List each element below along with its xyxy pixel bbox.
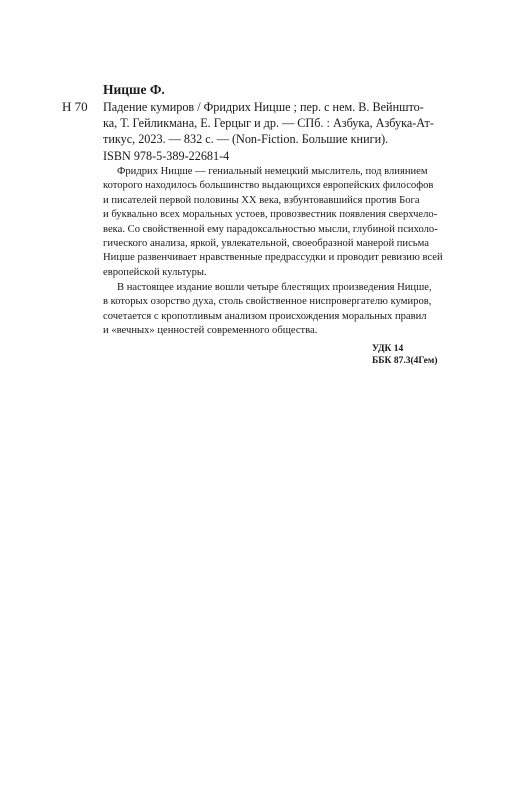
- isbn: ISBN 978-5-389-22681-4: [103, 148, 230, 163]
- annotation-line: в которых озорство духа, столь свойственное ниспровергателю кумиров,: [103, 296, 432, 308]
- annotation-line: Фридрих Ницше — гениальный немецкий мыслитель, под влиянием: [117, 166, 428, 177]
- annotation-paragraph-2: [103, 281, 453, 339]
- bibliographic-description: [103, 99, 453, 164]
- annotation-line: и буквально всех моральных устоев, провозвестник появления сверхчело-: [103, 209, 438, 221]
- author-heading: Ницше Ф.: [103, 82, 165, 97]
- annotation-line: европейской культуры.: [103, 266, 207, 278]
- annotation-line: которого находилось большинство выдающихся европейских философов: [103, 180, 434, 192]
- biblio-line: тикус, 2023. — 832 с. — (Non-Fiction. Большие книги).: [103, 132, 389, 147]
- annotation-line: Ницше развенчивает нравственные предрассудки и проводит ревизию всей: [103, 252, 443, 264]
- annotation-line: сочетается с кропотливым анализом происхождения моральных правил: [103, 310, 427, 322]
- annotation-line: века. Со свойственной ему парадоксальностью мысли, глубиной психоло-: [103, 223, 438, 235]
- annotation-line: В настоящее издание вошли четыре блестящих произведения Ницше,: [117, 282, 432, 293]
- bbk-index: ББК 87.3(4Гем): [372, 356, 438, 366]
- annotation-line: и писателей первой половины XX века, взбунтовавшийся против Бога: [103, 194, 420, 206]
- udc-index: УДК 14: [372, 344, 404, 354]
- biblio-line: Падение кумиров / Фридрих Ницше ; пер. с нем. В. Вейншто-: [103, 100, 424, 114]
- annotation-paragraph-1: [103, 165, 453, 280]
- biblio-line: ка, Т. Гейликмана, Е. Герцыг и др. — СПб. : Азбука, Азбука-Ат-: [103, 116, 434, 131]
- annotation-line: и «вечных» ценностей современного общества.: [103, 325, 318, 337]
- author-code: Н 70: [62, 99, 88, 114]
- annotation-line: гического анализа, яркой, увлекательной, своеобразной манерой письма: [103, 238, 429, 250]
